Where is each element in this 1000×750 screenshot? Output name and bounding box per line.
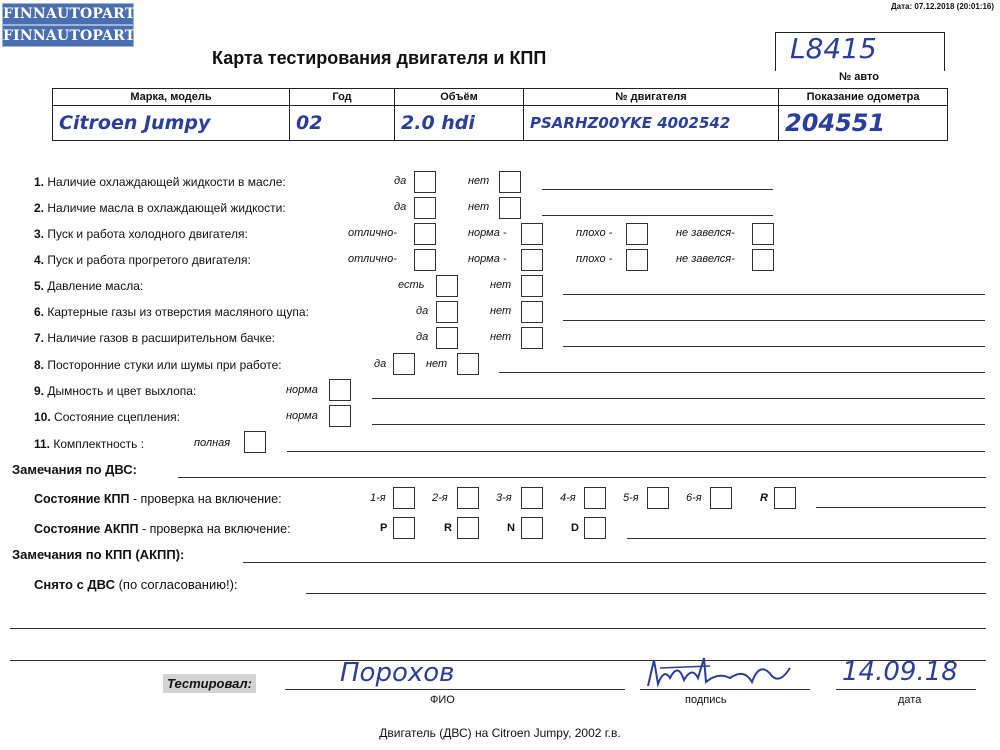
item-11 — [34, 437, 144, 451]
akpp-mode-p-label: P — [380, 522, 388, 534]
model-value: Citroen Jumpy — [53, 106, 290, 141]
item-5-line — [563, 294, 985, 295]
item-7-yes-checkbox[interactable] — [436, 327, 458, 349]
kpp-gear-2-checkbox[interactable] — [457, 487, 479, 509]
item-8-opt-yes: да — [374, 358, 387, 370]
item-5-no-checkbox[interactable] — [521, 275, 543, 297]
akpp-mode-r-label: R — [444, 522, 452, 534]
item-7 — [34, 331, 275, 345]
item-3-normal-checkbox[interactable] — [521, 223, 543, 245]
gearbox-remarks-line — [243, 562, 986, 563]
kpp-line — [816, 507, 986, 508]
kpp-gear-1-checkbox[interactable] — [393, 487, 415, 509]
kpp-gear-3-label: 3-я — [496, 492, 512, 504]
removed-label-bold: Снято с ДВС — [34, 577, 115, 592]
akpp-label — [34, 522, 291, 536]
item-3-opt-nostart: не завелся- — [676, 227, 735, 239]
item-3-num: 3. — [34, 227, 45, 241]
item-11-line — [287, 451, 985, 452]
item-3-nostart-checkbox[interactable] — [752, 223, 774, 245]
signature-caption: подпись — [685, 694, 727, 706]
item-9-normal-checkbox[interactable] — [329, 379, 351, 401]
test-date-value: 14.09.18 — [842, 657, 958, 687]
item-3-label: Пуск и работа холодного двигателя: — [47, 227, 248, 241]
item-3-opt-excellent: отлично- — [348, 227, 397, 239]
item-9-num: 9. — [34, 384, 45, 398]
vehicle-info-table — [52, 88, 948, 141]
item-1-opt-yes: да — [394, 175, 407, 187]
item-6-opt-yes: да — [416, 305, 429, 317]
item-7-line — [563, 346, 985, 347]
engine-number-value: PSARHZ00YKE 4002542 — [524, 106, 779, 141]
item-2-line — [542, 215, 773, 216]
item-6-no-checkbox[interactable] — [521, 301, 543, 323]
item-7-opt-no: нет — [490, 331, 512, 343]
item-1-no-checkbox[interactable] — [499, 171, 521, 193]
header-volume-label: Объём — [395, 89, 524, 106]
item-8-line — [499, 372, 985, 373]
item-9-line — [372, 398, 985, 399]
item-11-opt-full: полная — [194, 437, 231, 449]
auto-number-label: № авто — [838, 71, 879, 83]
engine-remarks-line — [178, 477, 986, 478]
item-1-num: 1. — [34, 175, 45, 189]
item-2-yes-checkbox[interactable] — [414, 197, 436, 219]
item-8-num: 8. — [34, 358, 45, 372]
item-2 — [34, 201, 286, 215]
item-5-opt-no: нет — [490, 279, 512, 291]
akpp-line — [627, 538, 986, 539]
kpp-gear-r-label: R — [760, 492, 768, 504]
item-4-label: Пуск и работа прогретого двигателя: — [47, 253, 251, 267]
akpp-mode-d-label: D — [571, 522, 579, 534]
item-4-num: 4. — [34, 253, 45, 267]
kpp-gear-4-checkbox[interactable] — [584, 487, 606, 509]
item-2-opt-no: нет — [468, 201, 490, 213]
item-8-label: Посторонние стуки или шумы при работе: — [47, 358, 282, 372]
kpp-gear-5-label: 5-я — [623, 492, 639, 504]
item-4-excellent-checkbox[interactable] — [414, 249, 436, 271]
name-line — [285, 689, 625, 690]
item-4 — [34, 253, 251, 267]
removed-line-1 — [306, 593, 986, 594]
item-3-excellent-checkbox[interactable] — [414, 223, 436, 245]
item-4-opt-excellent: отлично- — [348, 253, 397, 265]
kpp-label-rest: - проверка на включение: — [129, 492, 282, 506]
date-line — [836, 689, 976, 690]
removed-label — [34, 577, 238, 592]
kpp-label-bold: Состояние КПП — [34, 492, 130, 506]
header-engine-number-label: № двигателя — [524, 89, 779, 106]
item-6-label: Картерные газы из отверстия масляного щупа: — [47, 305, 309, 319]
item-1-label: Наличие охлаждающей жидкости в масле: — [47, 175, 286, 189]
auto-number-value: L8415 — [790, 32, 877, 65]
item-5-num: 5. — [34, 279, 45, 293]
item-4-nostart-checkbox[interactable] — [752, 249, 774, 271]
kpp-gear-2-label: 2-я — [432, 492, 448, 504]
kpp-gear-4-label: 4-я — [560, 492, 576, 504]
item-7-label: Наличие газов в расширительном бачке: — [47, 331, 275, 345]
item-10 — [34, 410, 180, 424]
item-5-yes-checkbox[interactable] — [436, 275, 458, 297]
print-date: Дата: 07.12.2018 (20:01:16) — [890, 2, 994, 11]
item-8-no-checkbox[interactable] — [457, 353, 479, 375]
akpp-mode-n-label: N — [507, 522, 515, 534]
akpp-mode-p-checkbox[interactable] — [393, 517, 415, 539]
date-caption: дата — [898, 694, 922, 706]
item-6-yes-checkbox[interactable] — [436, 301, 458, 323]
kpp-gear-6-checkbox[interactable] — [710, 487, 732, 509]
removed-line-3 — [10, 660, 986, 661]
item-10-normal-checkbox[interactable] — [329, 405, 351, 427]
item-9 — [34, 384, 196, 398]
akpp-mode-r-checkbox[interactable] — [457, 517, 479, 539]
kpp-gear-5-checkbox[interactable] — [647, 487, 669, 509]
year-value: 02 — [290, 106, 395, 141]
akpp-label-rest: - проверка на включение: — [138, 522, 291, 536]
item-10-num: 10. — [34, 410, 51, 424]
name-caption: ФИО — [430, 694, 455, 706]
item-11-num: 11. — [34, 437, 51, 451]
header-year-label: Год — [290, 89, 395, 106]
removed-label-rest: (по согласованию!): — [114, 577, 238, 592]
kpp-gear-6-label: 6-я — [686, 492, 702, 504]
item-7-opt-yes: да — [416, 331, 429, 343]
item-4-normal-checkbox[interactable] — [521, 249, 543, 271]
item-1-opt-no: нет — [468, 175, 490, 187]
removed-line-2 — [10, 628, 986, 629]
form-title: Карта тестирования двигателя и КПП — [212, 48, 547, 68]
kpp-gear-1-label: 1-я — [370, 492, 386, 504]
item-6-line — [563, 320, 985, 321]
kpp-gear-r-checkbox[interactable] — [774, 487, 796, 509]
logo-bottom: FINNAUTOPARTS — [2, 25, 134, 47]
item-1-line — [542, 189, 773, 190]
akpp-mode-d-checkbox[interactable] — [584, 517, 606, 539]
kpp-label — [34, 492, 282, 506]
item-2-opt-yes: да — [394, 201, 407, 213]
item-8-opt-no: нет — [426, 358, 448, 370]
item-4-bad-checkbox[interactable] — [626, 249, 648, 271]
item-5 — [34, 279, 143, 293]
item-6-opt-no: нет — [490, 305, 512, 317]
akpp-label-bold: Состояние АКПП — [34, 522, 139, 536]
item-3-bad-checkbox[interactable] — [626, 223, 648, 245]
tester-name-value: Порохов — [340, 658, 455, 688]
item-11-full-checkbox[interactable] — [244, 431, 266, 453]
item-10-opt-normal: норма — [286, 410, 318, 422]
item-8-yes-checkbox[interactable] — [393, 353, 415, 375]
item-9-label: Дымность и цвет выхлопа: — [47, 384, 197, 398]
item-10-label: Состояние сцепления: — [54, 410, 180, 424]
gearbox-remarks-label: Замечания по КПП (АКПП): — [12, 547, 185, 562]
item-6 — [34, 305, 309, 319]
item-3-opt-normal: норма - — [468, 227, 507, 239]
item-2-no-checkbox[interactable] — [499, 197, 521, 219]
header-model-label: Марка, модель — [53, 89, 290, 106]
item-2-label: Наличие масла в охлаждающей жидкости: — [47, 201, 286, 215]
page-caption: Двигатель (ДВС) на Citroen Jumpy, 2002 г.в. — [379, 726, 621, 740]
akpp-mode-n-checkbox[interactable] — [521, 517, 543, 539]
volume-value: 2.0 hdi — [395, 106, 524, 141]
item-8 — [34, 358, 282, 372]
item-10-line — [372, 424, 985, 425]
item-7-num: 7. — [34, 331, 45, 345]
item-9-opt-normal: норма — [286, 384, 318, 396]
item-3-opt-bad: плохо - — [576, 227, 613, 239]
header-odometer-label: Показание одометра — [779, 89, 948, 106]
item-1 — [34, 175, 286, 189]
signature-line — [640, 689, 810, 690]
logo-top: FINNAUTOPARTS — [2, 3, 134, 25]
item-6-num: 6. — [34, 305, 45, 319]
kpp-gear-3-checkbox[interactable] — [521, 487, 543, 509]
item-2-num: 2. — [34, 201, 45, 215]
item-5-opt-yes: есть — [398, 279, 425, 291]
item-1-yes-checkbox[interactable] — [414, 171, 436, 193]
item-4-opt-normal: норма - — [468, 253, 507, 265]
odometer-value: 204551 — [779, 106, 948, 141]
item-11-label: Комплектность : — [53, 437, 145, 451]
engine-remarks-label: Замечания по ДВС: — [12, 462, 137, 477]
item-3 — [34, 227, 248, 241]
item-4-opt-bad: плохо - — [576, 253, 613, 265]
item-7-no-checkbox[interactable] — [521, 327, 543, 349]
item-5-label: Давление масла: — [47, 279, 144, 293]
tested-by-label: Тестировал: — [163, 674, 256, 693]
item-4-opt-nostart: не завелся- — [676, 253, 735, 265]
